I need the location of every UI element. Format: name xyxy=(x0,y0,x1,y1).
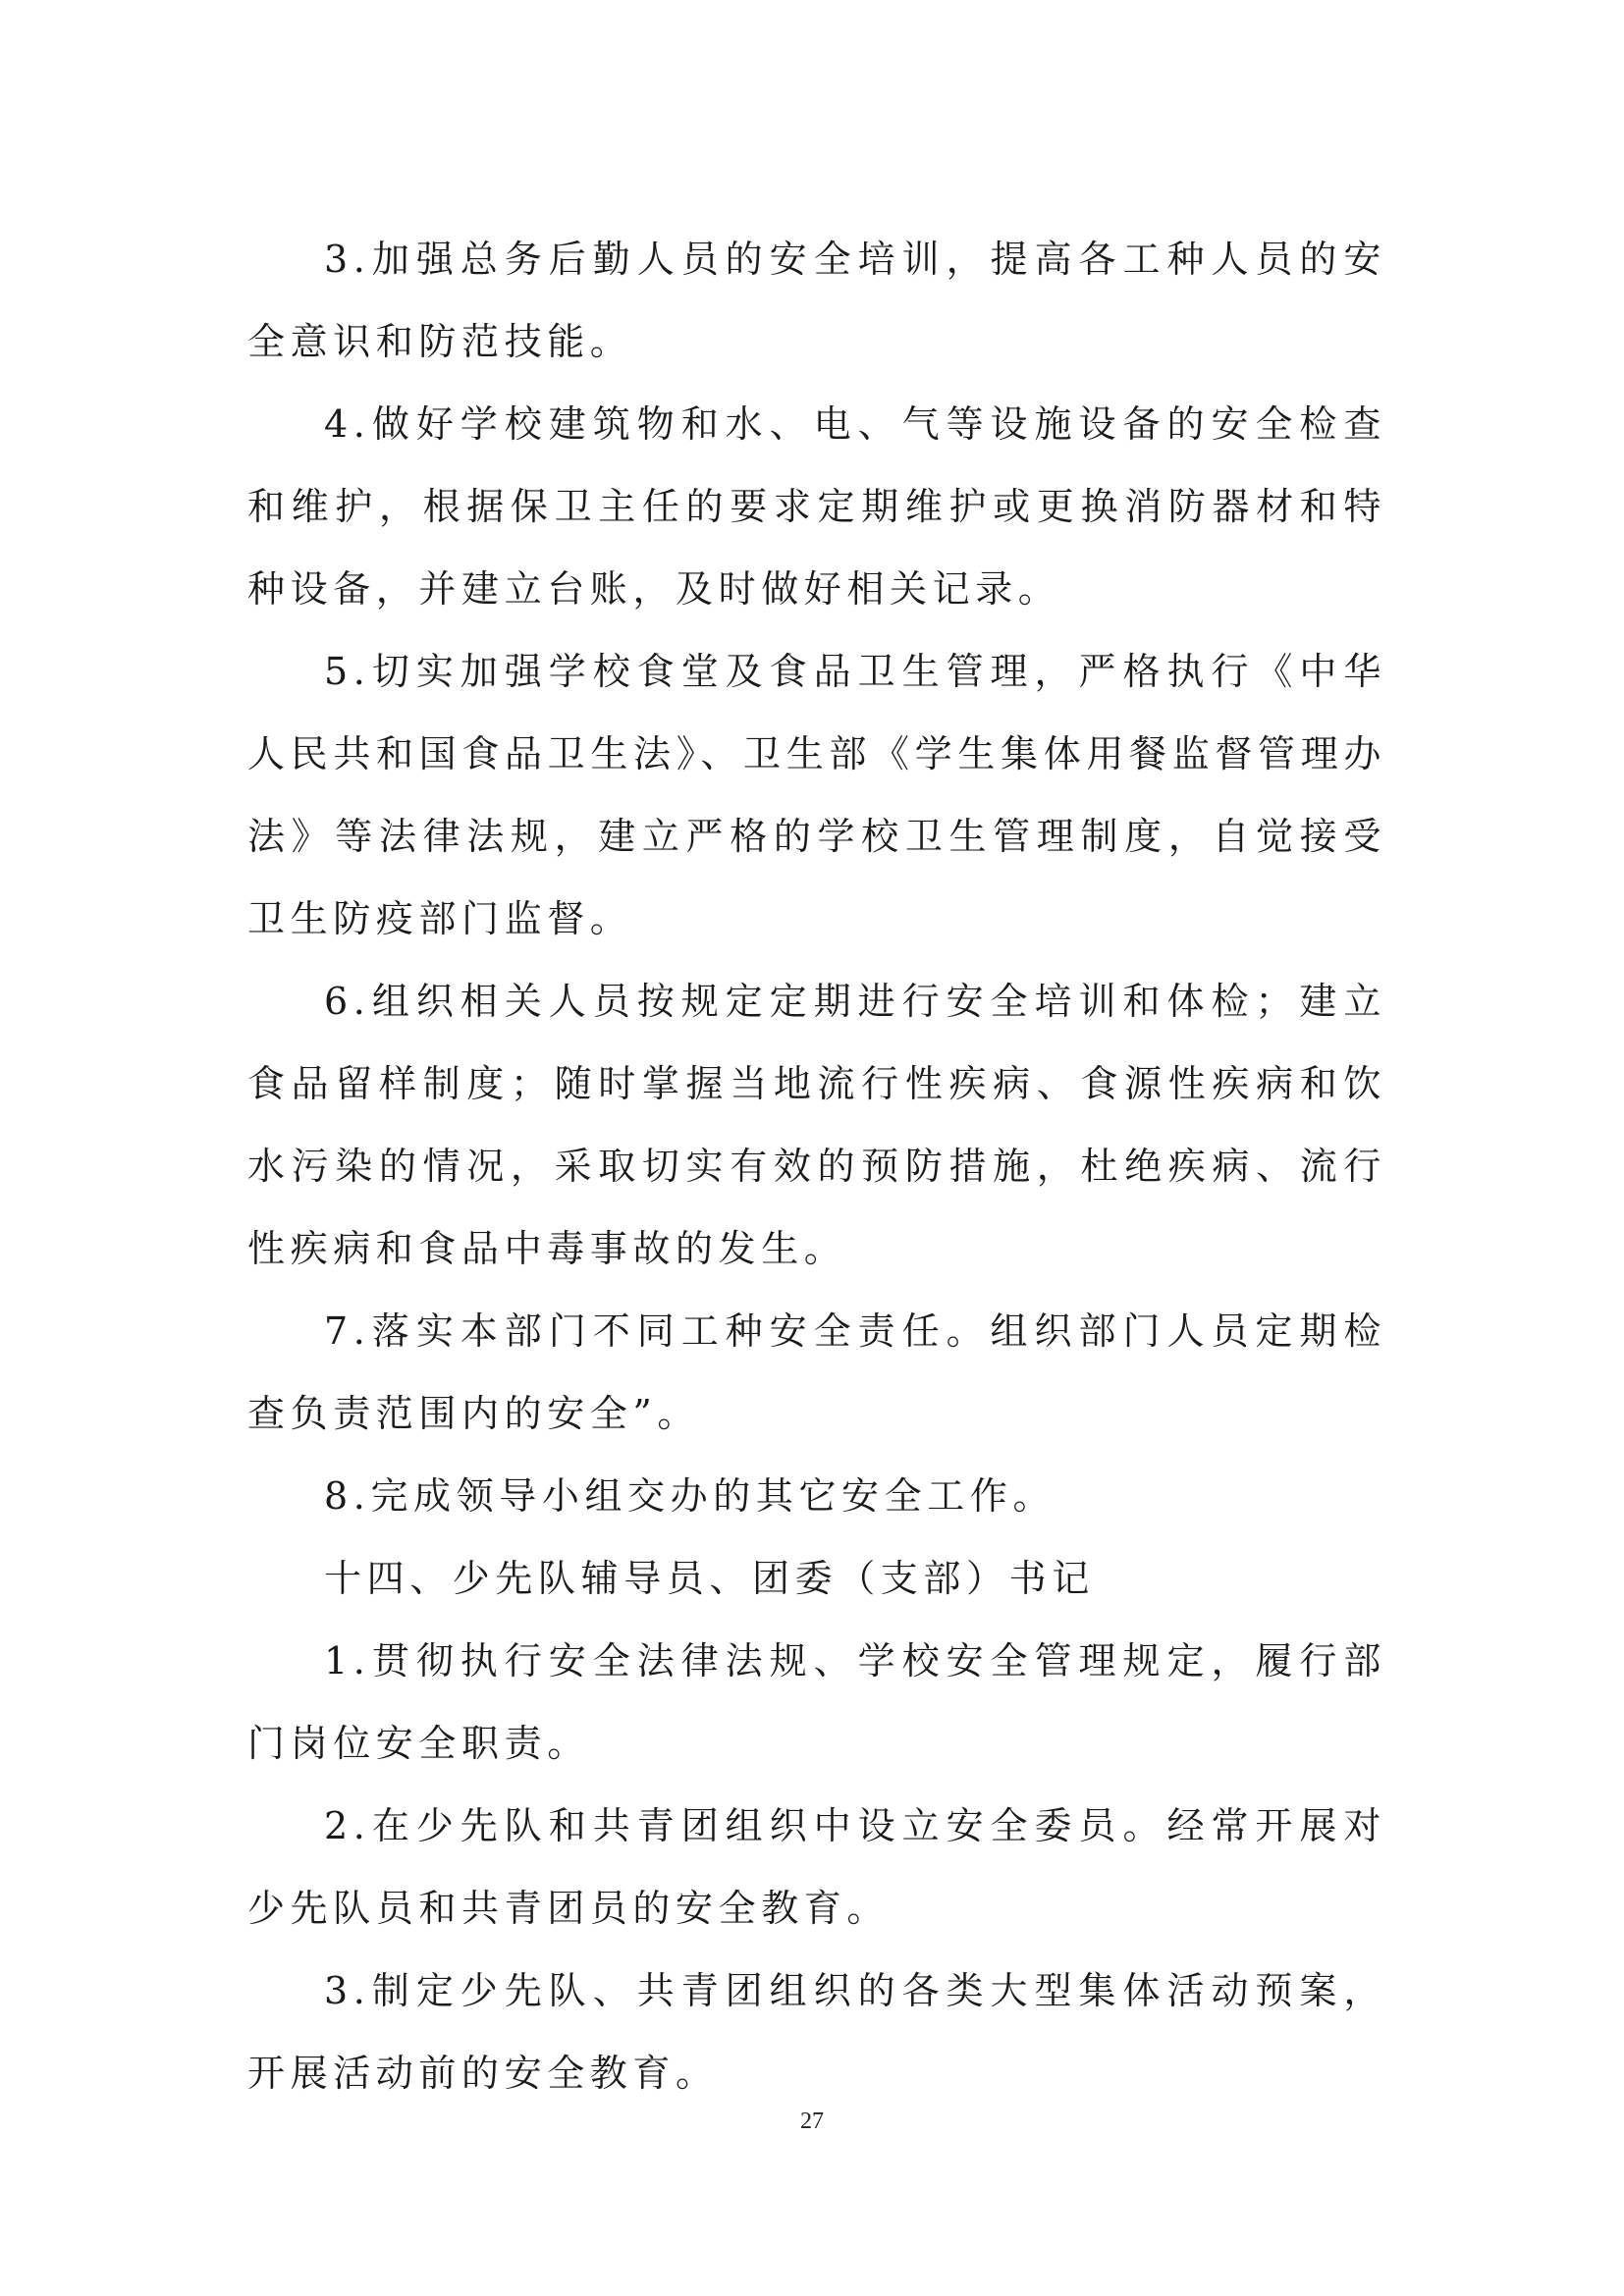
paragraph-item-1-implement-regulations: 1.贯彻执行安全法律法规、学校安全管理规定，履行部门岗位安全职责。 xyxy=(247,1639,1386,1765)
paragraph-item-6-health-checks: 6.组织相关人员按规定定期进行安全培训和体检；建立食品留样制度；随时掌握当地流行性疾病、食源性疾病和饮水污染的情况，采取切实有效的预防措施，杜绝疾病、流行性疾病和食品中毒事故的发生。 xyxy=(247,980,1386,1270)
document-body xyxy=(247,218,1386,2114)
paragraph-item-3-logistics-training: 3.加强总务后勤人员的安全培训，提高各工种人员的安全意识和防范技能。 xyxy=(247,238,1386,363)
paragraph-item-2-safety-committee: 2.在少先队和共青团组织中设立安全委员。经常开展对少先队员和共青团员的安全教育。 xyxy=(247,1804,1386,1930)
page-number: 27 xyxy=(800,2109,824,2134)
section-heading-14: 十四、少先队辅导员、团委（支部）书记 xyxy=(324,1557,1095,1600)
paragraph-item-4-facility-inspection: 4.做好学校建筑物和水、电、气等设施设备的安全检查和维护，根据保卫主任的要求定期维护或更换消防器材和特种设备，并建立台账，及时做好相关记录。 xyxy=(247,402,1386,611)
paragraph-item-5-canteen-hygiene: 5.切实加强学校食堂及食品卫生管理，严格执行《中华人民共和国食品卫生法》、卫生部《学生集体用餐监督管理办法》等法律法规，建立严格的学校卫生管理制度，自觉接受卫生防疫部门监督。 xyxy=(247,650,1386,940)
paragraph-item-8-other-tasks: 8.完成领导小组交办的其它安全工作。 xyxy=(324,1474,1056,1518)
paragraph-item-7-department-responsibility: 7.落实本部门不同工种安全责任。组织部门人员定期检查负责范围内的安全”。 xyxy=(247,1309,1386,1435)
paragraph-item-3-activity-plans: 3.制定少先队、共青团组织的各类大型集体活动预案，开展活动前的安全教育。 xyxy=(247,1969,1386,2095)
